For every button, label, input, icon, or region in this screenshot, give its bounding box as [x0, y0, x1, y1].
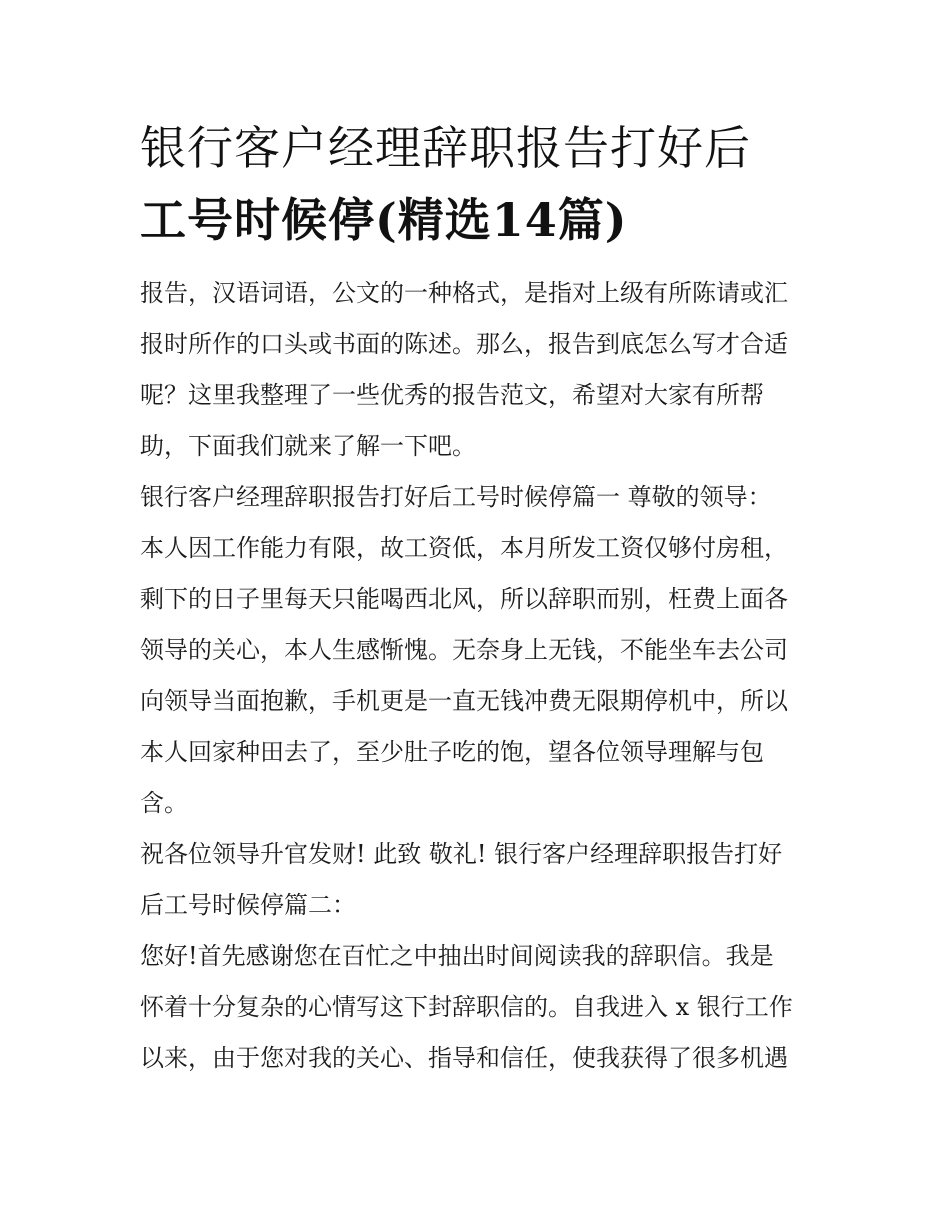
paragraph-line: 呢？这里我整理了一些优秀的报告范文，希望对大家有所帮 — [140, 381, 764, 409]
paragraph-line: 银行客户经理辞职报告打好后工号时候停篇一 尊敬的领导： — [140, 483, 772, 511]
paragraph-line: 您好!首先感谢您在百忙之中抽出时间阅读我的辞职信。我是 — [140, 942, 774, 970]
intro-paragraph — [140, 268, 812, 472]
section-one-heading — [140, 472, 812, 523]
document-title-line-1: 银行客户经理辞职报告打好后 — [140, 121, 751, 175]
paragraph-line: 怀着十分复杂的心情写这下封辞职信的。自我进入 x 银行工作 — [140, 993, 793, 1021]
document-title-line-2: 工号时候停(精选14篇) — [140, 193, 628, 247]
paragraph-line: 剩下的日子里每天只能喝西北风，所以辞职而别，枉费上面各 — [140, 585, 788, 613]
closing-and-section-two-heading — [140, 829, 812, 931]
section-two-body — [140, 931, 812, 1084]
paragraph-line: 报告，汉语词语，公文的一种格式，是指对上级有所陈请或汇 — [140, 279, 788, 307]
paragraph-line: 向领导当面抱歉，手机更是一直无钱冲费无限期停机中，所以 — [140, 687, 788, 715]
paragraph-line: 本人因工作能力有限，故工资低，本月所发工资仅够付房租， — [140, 534, 788, 562]
paragraph-line: 后工号时候停篇二： — [140, 891, 356, 919]
paragraph-line: 祝各位领导升官发财! 此致 敬礼! 银行客户经理辞职报告打好 — [140, 840, 783, 868]
paragraph-line: 含。 — [140, 789, 188, 817]
paragraph-line: 助，下面我们就来了解一下吧。 — [140, 432, 476, 460]
document-page — [140, 112, 812, 1084]
paragraph-line: 报时所作的口头或书面的陈述。那么，报告到底怎么写才合适 — [140, 330, 788, 358]
document-title — [140, 112, 812, 256]
paragraph-line: 以来，由于您对我的关心、指导和信任，使我获得了很多机遇 — [140, 1044, 788, 1072]
section-one-body — [140, 523, 812, 829]
paragraph-line: 本人回家种田去了，至少肚子吃的饱，望各位领导理解与包 — [140, 738, 764, 766]
paragraph-line: 领导的关心，本人生感惭愧。无奈身上无钱，不能坐车去公司 — [140, 636, 788, 664]
